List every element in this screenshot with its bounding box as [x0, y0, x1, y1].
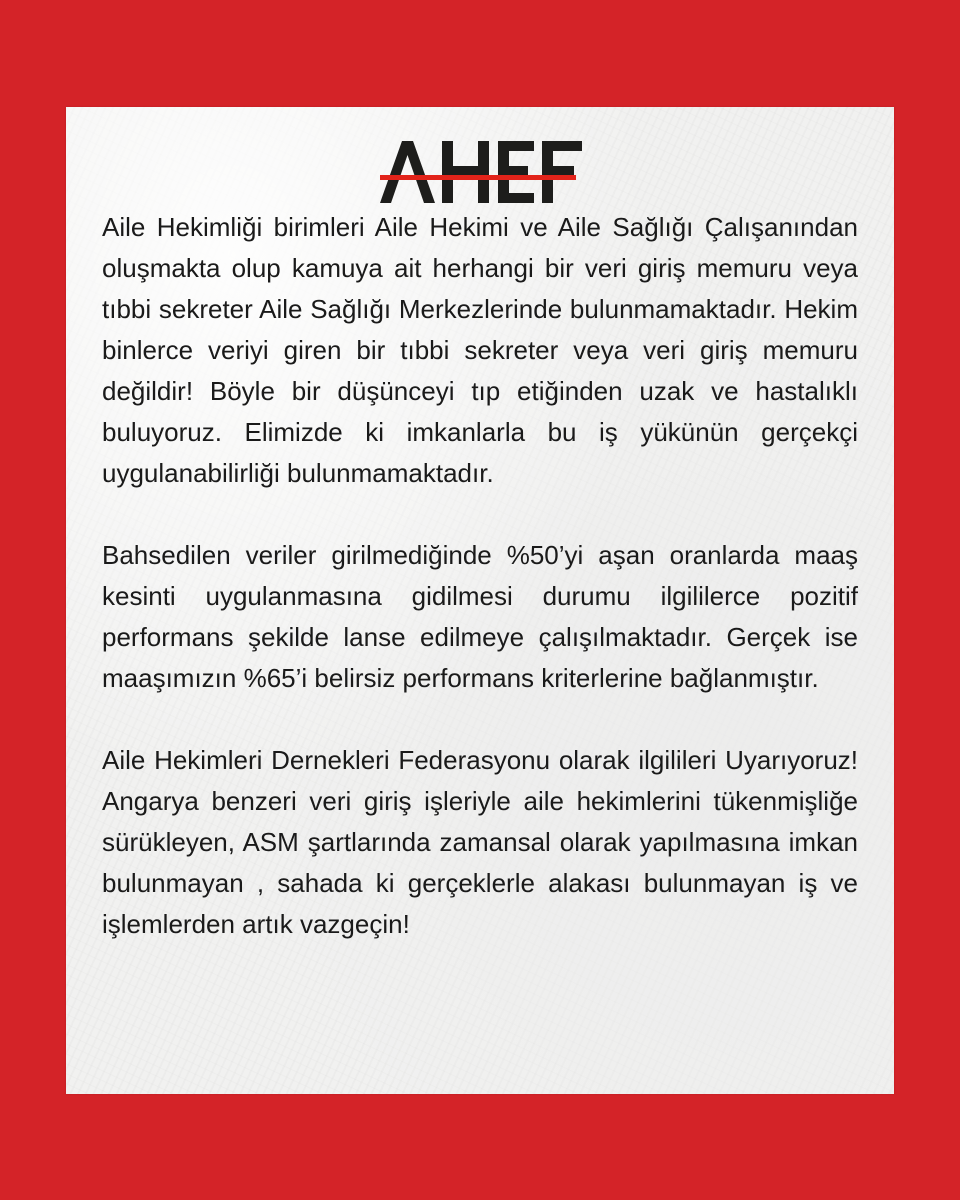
paragraph-3: Aile Hekimleri Dernekleri Federasyonu olarak ilgilileri Uyarıyoruz! Angarya benzeri veri giriş işleriyle aile hekimlerini tükenmişliğe sürükleyen, ASM şartlarında zamansal olarak yapılmasına imkan bulunmayan , sahada ki gerçeklerle alakası bulunmayan iş ve işlemlerden artık vazgeçin! [102, 745, 858, 939]
paragraph-1: Aile Hekimliği birimleri Aile Hekimi ve Aile Sağlığı Çalışanından oluşmakta olup kamuya ait herhangi bir veri giriş memuru veya tıbbi sekreter Aile Sağlığı Merkezlerinde bulunmamaktadır. Hekim binlerce veriyi giren bir tıbbi sekreter veya veri giriş memuru değildir! Böyle bir düşünceyi tıp etiğinden uzak ve hastalıklı buluyoruz. Elimizde ki imkanlarla bu iş yükünün gerçekçi uygulanabilirliği bulunmamaktadır. [102, 212, 858, 488]
logo-letter-a [380, 141, 435, 203]
logo-letter-f-top [542, 141, 582, 151]
paragraph-2: Bahsedilen veriler girilmediğinde %50’yi aşan oranlarda maaş kesinti uygulanmasına gidilmesi durumu ilgililerce pozitif performans şekilde lanse edilmeye çalışılmaktadır. Gerçek ise maaşımızın %65’i belirsiz performans kriterlerine bağlanmıştır. [102, 540, 858, 693]
logo-letter-e-bottom [498, 193, 534, 203]
logo-letter-e-mid [498, 166, 528, 176]
logo-letter-h-bar [442, 166, 489, 176]
logo-red-stripe [380, 175, 576, 180]
logo-letter-e-top [498, 141, 534, 151]
ahef-logo [380, 139, 584, 205]
paper-card [66, 107, 894, 1094]
logo-letter-f-mid [542, 166, 574, 176]
statement-text [102, 207, 858, 945]
